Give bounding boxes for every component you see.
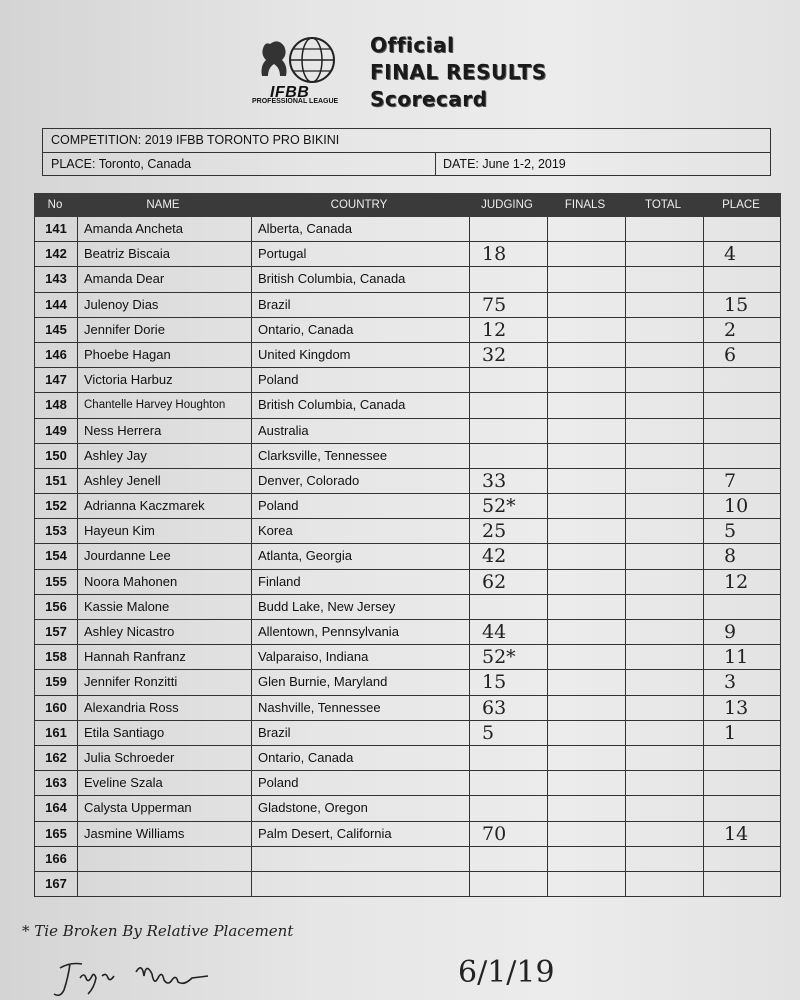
judging-score: 33 xyxy=(469,469,547,493)
finals-score xyxy=(547,494,625,518)
athlete-country: Australia xyxy=(251,419,469,443)
athlete-name: Phoebe Hagan xyxy=(77,343,251,367)
athlete-country: Atlanta, Georgia xyxy=(251,544,469,568)
athlete-name: Ashley Nicastro xyxy=(77,620,251,644)
col-finals-header: FINALS xyxy=(564,199,606,211)
title-line-3: Scorecard xyxy=(370,87,488,111)
row-number: 159 xyxy=(45,674,67,690)
finals-score xyxy=(547,217,625,241)
competition-info-box xyxy=(42,128,771,176)
final-place: 15 xyxy=(703,293,781,317)
table-row xyxy=(35,419,780,444)
table-row xyxy=(35,217,780,242)
athlete-country: Denver, Colorado xyxy=(251,469,469,493)
finals-score xyxy=(547,293,625,317)
table-row xyxy=(35,746,780,771)
final-place: 1 xyxy=(703,721,781,745)
athlete-name: Adrianna Kaczmarek xyxy=(77,494,251,518)
row-number: 160 xyxy=(45,699,67,715)
judging-score xyxy=(469,368,547,392)
row-number: 150 xyxy=(45,447,67,463)
logo-subtitle: PROFESSIONAL LEAGUE xyxy=(252,98,339,105)
total-score xyxy=(625,419,703,443)
finals-score xyxy=(547,318,625,342)
total-score xyxy=(625,469,703,493)
final-place xyxy=(703,393,781,417)
total-score xyxy=(625,570,703,594)
finals-score xyxy=(547,847,625,871)
table-row xyxy=(35,267,780,292)
finals-score xyxy=(547,796,625,820)
total-score xyxy=(625,267,703,291)
final-place xyxy=(703,444,781,468)
judging-score: 5 xyxy=(469,721,547,745)
finals-score xyxy=(547,771,625,795)
final-place xyxy=(703,847,781,871)
total-score xyxy=(625,444,703,468)
athlete-name: Hayeun Kim xyxy=(77,519,251,543)
athlete-name: Calysta Upperman xyxy=(77,796,251,820)
final-place xyxy=(703,746,781,770)
title-line-2: FINAL RESULTS xyxy=(370,60,547,84)
judging-score: 52* xyxy=(469,645,547,669)
table-row xyxy=(35,872,780,897)
judging-score xyxy=(469,444,547,468)
total-score xyxy=(625,670,703,694)
athlete-name: Eveline Szala xyxy=(77,771,251,795)
total-score xyxy=(625,318,703,342)
results-table xyxy=(34,193,781,897)
total-score xyxy=(625,620,703,644)
athlete-country: Gladstone, Oregon xyxy=(251,796,469,820)
final-place: 11 xyxy=(703,645,781,669)
athlete-country: Clarksville, Tennessee xyxy=(251,444,469,468)
finals-score xyxy=(547,620,625,644)
judging-score: 52* xyxy=(469,494,547,518)
col-judging-header: JUDGING xyxy=(481,199,533,211)
col-country-header: COUNTRY xyxy=(330,199,388,211)
final-place: 10 xyxy=(703,494,781,518)
total-score xyxy=(625,494,703,518)
date-field: DATE: June 1-2, 2019 xyxy=(435,153,566,176)
finals-score xyxy=(547,368,625,392)
total-score xyxy=(625,544,703,568)
judging-score: 32 xyxy=(469,343,547,367)
final-place: 2 xyxy=(703,318,781,342)
total-score xyxy=(625,595,703,619)
final-place: 3 xyxy=(703,670,781,694)
total-score xyxy=(625,796,703,820)
finals-score xyxy=(547,570,625,594)
finals-score xyxy=(547,444,625,468)
athlete-country: Ontario, Canada xyxy=(251,746,469,770)
total-score xyxy=(625,746,703,770)
athlete-country: Poland xyxy=(251,771,469,795)
athlete-name: Hannah Ranfranz xyxy=(77,645,251,669)
finals-score xyxy=(547,519,625,543)
row-number: 143 xyxy=(45,271,67,287)
judging-score xyxy=(469,872,547,896)
athlete-country: Brazil xyxy=(251,293,469,317)
judging-score: 15 xyxy=(469,670,547,694)
judging-score: 42 xyxy=(469,544,547,568)
athlete-country: Portugal xyxy=(251,242,469,266)
judging-score xyxy=(469,595,547,619)
total-score xyxy=(625,847,703,871)
tie-break-footnote: * Tie Broken By Relative Placement xyxy=(22,922,294,940)
athlete-country: Poland xyxy=(251,494,469,518)
athlete-country: Poland xyxy=(251,368,469,392)
place-date-row xyxy=(43,153,770,176)
athlete-name xyxy=(77,872,251,896)
athlete-name: Victoria Harbuz xyxy=(77,368,251,392)
row-number: 163 xyxy=(45,775,67,791)
final-place xyxy=(703,368,781,392)
table-row xyxy=(35,494,780,519)
row-number: 162 xyxy=(45,749,67,765)
row-number: 145 xyxy=(45,321,67,337)
col-place-header: PLACE xyxy=(722,199,760,211)
total-score xyxy=(625,217,703,241)
finals-score xyxy=(547,419,625,443)
judging-score xyxy=(469,419,547,443)
place-field: PLACE: Toronto, Canada xyxy=(51,157,192,171)
row-number: 147 xyxy=(45,372,67,388)
judging-score: 63 xyxy=(469,696,547,720)
finals-score xyxy=(547,595,625,619)
logo-text: IFBB xyxy=(270,84,310,101)
table-row xyxy=(35,670,780,695)
athlete-name: Alexandria Ross xyxy=(77,696,251,720)
judging-score xyxy=(469,217,547,241)
athlete-name: Julia Schroeder xyxy=(77,746,251,770)
table-row xyxy=(35,393,780,418)
row-number: 161 xyxy=(45,724,67,740)
col-name-header: NAME xyxy=(146,199,180,211)
judging-score: 25 xyxy=(469,519,547,543)
finals-score xyxy=(547,267,625,291)
table-row xyxy=(35,318,780,343)
finals-score xyxy=(547,822,625,846)
total-score xyxy=(625,771,703,795)
athlete-name: Amanda Ancheta xyxy=(77,217,251,241)
judging-score: 62 xyxy=(469,570,547,594)
table-row xyxy=(35,293,780,318)
table-row xyxy=(35,519,780,544)
athlete-country: Valparaiso, Indiana xyxy=(251,645,469,669)
table-row xyxy=(35,847,780,872)
athlete-name: Ashley Jenell xyxy=(77,469,251,493)
table-row xyxy=(35,721,780,746)
final-place: 6 xyxy=(703,343,781,367)
finals-score xyxy=(547,393,625,417)
athlete-country: British Columbia, Canada xyxy=(251,267,469,291)
table-row xyxy=(35,595,780,620)
row-number: 142 xyxy=(45,246,67,262)
row-number: 167 xyxy=(45,875,67,891)
final-place xyxy=(703,796,781,820)
total-score xyxy=(625,343,703,367)
table-row xyxy=(35,620,780,645)
athlete-name: Ness Herrera xyxy=(77,419,251,443)
finals-score xyxy=(547,544,625,568)
athlete-name: Ashley Jay xyxy=(77,444,251,468)
total-score xyxy=(625,293,703,317)
row-number: 152 xyxy=(45,498,67,514)
row-number: 144 xyxy=(45,296,67,312)
athlete-country xyxy=(251,872,469,896)
athlete-name: Julenoy Dias xyxy=(77,293,251,317)
row-number: 146 xyxy=(45,346,67,362)
athlete-country: Palm Desert, California xyxy=(251,822,469,846)
athlete-country: United Kingdom xyxy=(251,343,469,367)
table-row xyxy=(35,771,780,796)
athlete-country: British Columbia, Canada xyxy=(251,393,469,417)
final-place xyxy=(703,267,781,291)
table-row xyxy=(35,645,780,670)
total-score xyxy=(625,393,703,417)
table-row xyxy=(35,242,780,267)
row-number: 148 xyxy=(45,397,67,413)
table-row xyxy=(35,368,780,393)
row-number: 141 xyxy=(45,221,67,236)
athlete-country xyxy=(251,847,469,871)
final-place: 8 xyxy=(703,544,781,568)
finals-score xyxy=(547,721,625,745)
athlete-name: Chantelle Harvey Houghton xyxy=(77,393,251,417)
final-place: 12 xyxy=(703,570,781,594)
page-title xyxy=(370,32,547,113)
athlete-country: Budd Lake, New Jersey xyxy=(251,595,469,619)
table-row xyxy=(35,469,780,494)
finals-score xyxy=(547,872,625,896)
finals-score xyxy=(547,645,625,669)
table-row xyxy=(35,544,780,569)
athlete-name: Kassie Malone xyxy=(77,595,251,619)
finals-score xyxy=(547,343,625,367)
athlete-country: Allentown, Pennsylvania xyxy=(251,620,469,644)
athlete-name: Jennifer Dorie xyxy=(77,318,251,342)
finals-score xyxy=(547,746,625,770)
finals-score xyxy=(547,670,625,694)
athlete-name: Jasmine Williams xyxy=(77,822,251,846)
judging-score: 18 xyxy=(469,242,547,266)
judging-score: 44 xyxy=(469,620,547,644)
competition-field: COMPETITION: 2019 IFBB TORONTO PRO BIKINI xyxy=(43,129,770,153)
total-score xyxy=(625,519,703,543)
row-number: 158 xyxy=(45,649,67,665)
total-score xyxy=(625,721,703,745)
row-number: 151 xyxy=(45,472,67,488)
athlete-country: Nashville, Tennessee xyxy=(251,696,469,720)
row-number: 149 xyxy=(45,422,67,438)
col-no-header: No xyxy=(47,199,63,211)
final-place xyxy=(703,771,781,795)
final-place: 9 xyxy=(703,620,781,644)
finals-score xyxy=(547,242,625,266)
judging-score xyxy=(469,796,547,820)
judging-score: 75 xyxy=(469,293,547,317)
row-number: 154 xyxy=(45,548,67,564)
total-score xyxy=(625,368,703,392)
final-place xyxy=(703,872,781,896)
final-place: 7 xyxy=(703,469,781,493)
judging-score: 12 xyxy=(469,318,547,342)
table-row xyxy=(35,444,780,469)
final-place: 5 xyxy=(703,519,781,543)
total-score xyxy=(625,645,703,669)
total-score xyxy=(625,242,703,266)
athlete-name: Jennifer Ronzitti xyxy=(77,670,251,694)
total-score xyxy=(625,872,703,896)
col-total-header: TOTAL xyxy=(645,199,681,211)
athlete-name: Etila Santiago xyxy=(77,721,251,745)
judging-score xyxy=(469,746,547,770)
athlete-name xyxy=(77,847,251,871)
athlete-country: Alberta, Canada xyxy=(251,217,469,241)
judging-score xyxy=(469,771,547,795)
final-place: 4 xyxy=(703,242,781,266)
total-score xyxy=(625,822,703,846)
final-place: 14 xyxy=(703,822,781,846)
judging-score xyxy=(469,393,547,417)
judging-score xyxy=(469,267,547,291)
row-number: 157 xyxy=(45,624,67,639)
table-row xyxy=(35,822,780,847)
table-row xyxy=(35,696,780,721)
athlete-country: Glen Burnie, Maryland xyxy=(251,670,469,694)
row-number: 156 xyxy=(45,598,67,614)
row-number: 165 xyxy=(45,825,67,841)
row-number: 153 xyxy=(45,523,67,539)
row-number: 164 xyxy=(45,800,67,816)
total-score xyxy=(625,696,703,720)
row-number: 155 xyxy=(45,573,67,589)
athlete-country: Ontario, Canada xyxy=(251,318,469,342)
athlete-country: Brazil xyxy=(251,721,469,745)
final-place xyxy=(703,419,781,443)
final-place xyxy=(703,595,781,619)
athlete-country: Korea xyxy=(251,519,469,543)
judging-score xyxy=(469,847,547,871)
row-number: 166 xyxy=(45,850,67,866)
table-body xyxy=(34,217,781,897)
judging-score: 70 xyxy=(469,822,547,846)
athlete-country: Finland xyxy=(251,570,469,594)
signed-date: 6/1/19 xyxy=(458,955,555,990)
athlete-name: Jourdanne Lee xyxy=(77,544,251,568)
final-place: 13 xyxy=(703,696,781,720)
table-row xyxy=(35,796,780,821)
finals-score xyxy=(547,469,625,493)
athlete-name: Noora Mahonen xyxy=(77,570,251,594)
table-header xyxy=(34,193,781,217)
judge-signature xyxy=(40,950,240,1000)
athlete-name: Amanda Dear xyxy=(77,267,251,291)
finals-score xyxy=(547,696,625,720)
title-line-1: Official xyxy=(370,33,455,57)
final-place xyxy=(703,217,781,241)
athlete-name: Beatriz Biscaia xyxy=(77,242,251,266)
table-row xyxy=(35,343,780,368)
table-row xyxy=(35,570,780,595)
